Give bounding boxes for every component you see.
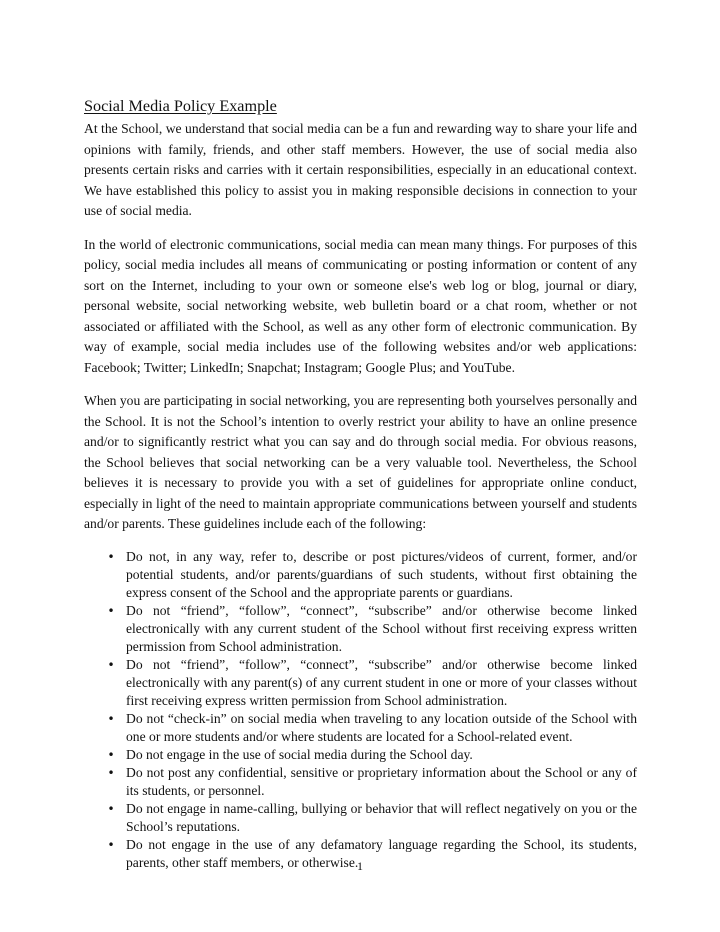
list-item [84, 800, 637, 836]
list-item [84, 656, 637, 710]
bullet-icon: • [107, 765, 115, 780]
list-item [84, 710, 637, 746]
bullet-icon: • [107, 801, 115, 816]
bullet-icon: • [107, 603, 115, 618]
bullet-icon: • [107, 711, 115, 726]
list-item-text: Do not post any confidential, sensitive or proprietary information about the School or any of its students, or personnel. [126, 764, 637, 798]
list-item [84, 548, 637, 602]
list-item [84, 746, 637, 764]
guidelines-list [84, 548, 637, 872]
list-item-text: Do not, in any way, refer to, describe or post pictures/videos of current, former, and/or potential students, and/or parents/guardians of such students, without first obtaining the express consent of the School and the appropriate parents or guardians. [126, 548, 637, 600]
paragraph-definition: In the world of electronic communications, social media can mean many things. For purposes of this policy, social media includes all means of communicating or posting information or content of any sort on the Internet, including to your own or someone else's web log or blog, journal or diary, personal website, social networking website, web bulletin board or a chat room, whether or not associated or affiliated with the School, as well as any other form of electronic communication. By way of example, social media includes use of the following websites and/or web applications: Facebook; Twitter; LinkedIn; Snapchat; Instagram; Google Plus; and YouTube. [84, 236, 637, 375]
list-item-text: Do not “friend”, “follow”, “connect”, “subscribe” and/or otherwise become linked electronically with any parent(s) of any current student in one or more of your classes without first receiving express written permission from School administration. [126, 656, 637, 708]
list-item-text: Do not engage in name-calling, bullying or behavior that will reflect negatively on you or the School’s reputations. [126, 800, 637, 834]
list-item-text: Do not engage in the use of any defamatory language regarding the School, its students, parents, other staff members, or otherwise. [126, 836, 637, 870]
bullet-icon: • [107, 747, 115, 762]
list-item [84, 764, 637, 800]
document-body [84, 96, 637, 872]
paragraph-guidelines: When you are participating in social networking, you are representing both yourselves personally and the School. It is not the School’s intention to overly restrict your ability to have an online presence and/or to significantly restrict what you can say and do through social media. For obvious reasons, the School believes that social networking can be a very valuable tool. Nevertheless, the School believes it is necessary to provide you with a set of guidelines for appropriate online conduct, especially in light of the need to maintain appropriate communications between yourself and students and/or parents. These guidelines include each of the following: [84, 393, 637, 531]
bullet-icon: • [107, 837, 115, 852]
bullet-icon: • [107, 657, 115, 672]
list-item-text: Do not “friend”, “follow”, “connect”, “subscribe” and/or otherwise become linked electronically with any current student of the School without first receiving express written permission from School administration. [126, 602, 637, 654]
list-item [84, 602, 637, 656]
bullet-icon: • [107, 549, 115, 564]
list-item-text: Do not engage in the use of social media during the School day. [126, 746, 473, 762]
document-title: Social Media Policy Example [84, 97, 277, 115]
list-item-text: Do not “check-in” on social media when traveling to any location outside of the School with one or more students and/or where students are located for a School-related event. [126, 710, 637, 744]
page-number: 1 [357, 859, 363, 873]
paragraph-intro: At the School, we understand that social media can be a fun and rewarding way to share your life and opinions with family, friends, and other staff members. However, the use of social media also presents certain risks and carries with it certain responsibilities, especially in an educational context. We have established this policy to assist you in making responsible decisions in connection to your use of social media. [84, 121, 637, 218]
